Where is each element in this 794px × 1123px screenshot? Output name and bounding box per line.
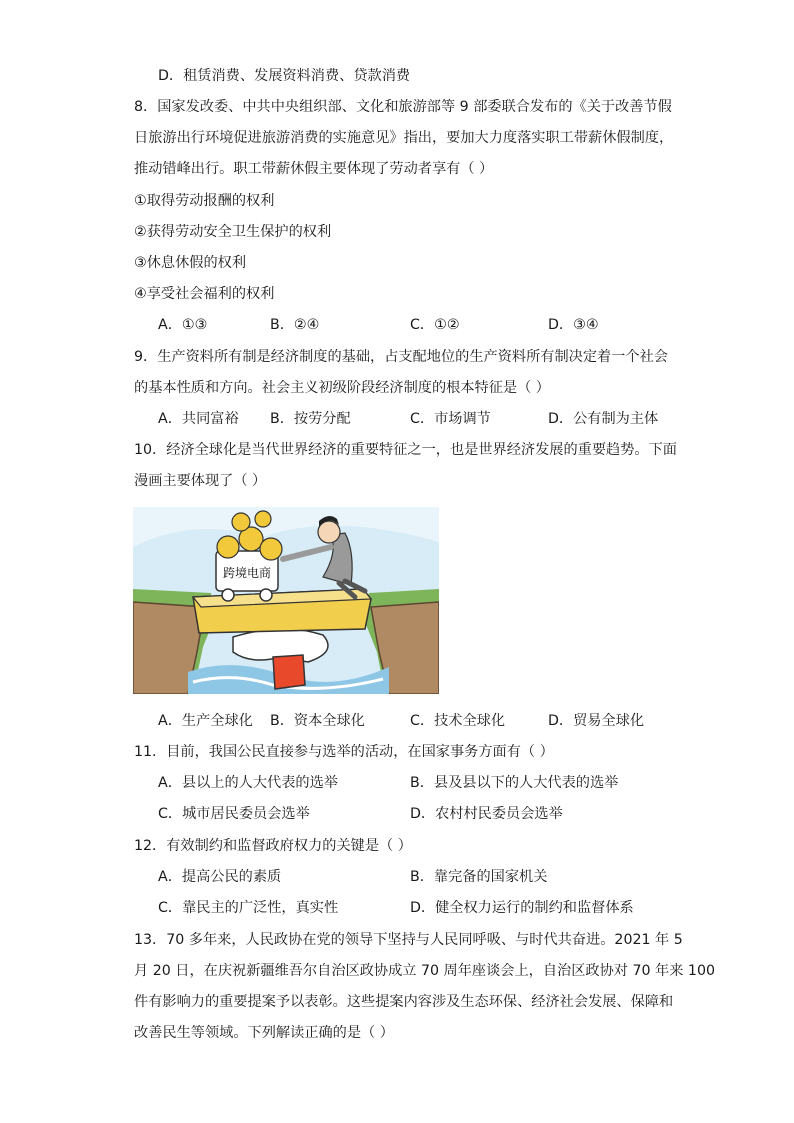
cart-wheel xyxy=(222,589,234,601)
q12-stem: 12．有效制约和监督政府权力的关键是（ ） xyxy=(134,838,412,854)
q11-stem: 11．目前，我国公民直接参与选举的活动，在国家事务方面有（ ） xyxy=(134,744,554,760)
gold-coin-bag xyxy=(232,513,250,531)
q8-stem-line: 日旅游出行环境促进旅游消费的实施意见》指出，要加大力度落实职工带薪休假制度， xyxy=(134,130,674,146)
q11-option-c[interactable]: C．城市居民委员会选举 xyxy=(158,806,310,822)
q8-option-a[interactable]: A．①③ xyxy=(158,317,208,333)
q7-option-d: D．租赁消费、发展资料消费、贷款消费 xyxy=(158,68,411,84)
q8-item: ②获得劳动安全卫生保护的权利 xyxy=(134,224,332,240)
q8-option-b[interactable]: B．②④ xyxy=(270,317,320,333)
q8-option-d[interactable]: D．③④ xyxy=(548,317,599,333)
q12-option-b[interactable]: B．靠完备的国家机关 xyxy=(410,869,548,885)
q12-option-a[interactable]: A．提高公民的素质 xyxy=(158,869,282,885)
gold-coin-bag xyxy=(217,536,239,558)
q13-stem-line: 13．70 多年来，人民政协在党的领导下坚持与人民同呼吸、与时代共奋进。2021 年 5 xyxy=(134,932,683,948)
q8-stem-line: 推动错峰出行。职工带薪休假主要体现了劳动者享有（ ） xyxy=(134,161,494,177)
q10-option-b[interactable]: B．资本全球化 xyxy=(270,713,365,729)
q9-option-d[interactable]: D．公有制为主体 xyxy=(548,411,659,427)
q8-item: ③休息休假的权利 xyxy=(134,255,247,271)
q10-option-c[interactable]: C．技术全球化 xyxy=(410,713,506,729)
cross-border-ecommerce-cartoon xyxy=(133,507,439,694)
q13-stem-line: 改善民生等领域。下列解读正确的是（ ） xyxy=(134,1025,394,1041)
q9-stem-line: 9．生产资料所有制是经济制度的基础，占支配地位的生产资料所有制决定着一个社会 xyxy=(134,349,668,365)
q11-option-b[interactable]: B．县及县以下的人大代表的选举 xyxy=(410,775,619,791)
q13-stem-line: 件有影响力的重要提案予以表彰。这些提案内容涉及生态环保、经济社会发展、保障和 xyxy=(134,994,674,1010)
q9-option-c[interactable]: C．市场调节 xyxy=(410,411,491,427)
q9-option-b[interactable]: B．按劳分配 xyxy=(270,411,351,427)
q10-option-a[interactable]: A．生产全球化 xyxy=(158,713,253,729)
q10-stem-line: 10．经济全球化是当代世界经济的重要特征之一，也是世界经济发展的重要趋势。下面 xyxy=(134,442,677,458)
q10-stem-line: 漫画主要体现了（ ） xyxy=(134,473,267,489)
cart-label: 跨境电商 xyxy=(222,566,272,580)
q11-option-a[interactable]: A．县以上的人大代表的选举 xyxy=(158,775,338,791)
q12-option-d[interactable]: D．健全权力运行的制约和监督体系 xyxy=(410,900,634,916)
q9-option-a[interactable]: A．共同富裕 xyxy=(158,411,239,427)
q8-item: ①取得劳动报酬的权利 xyxy=(134,193,275,209)
red-sleeve xyxy=(273,655,305,689)
gold-coin-bag xyxy=(255,511,271,527)
q9-stem-line: 的基本性质和方向。社会主义初级阶段经济制度的根本特征是（ ） xyxy=(134,380,550,396)
q11-option-d[interactable]: D．农村村民委员会选举 xyxy=(410,806,563,822)
q12-option-c[interactable]: C．靠民主的广泛性，真实性 xyxy=(158,900,339,916)
q8-stem-line: 8．国家发改委、中共中央组织部、文化和旅游部等 9 部委联合发布的《关于改善节假 xyxy=(134,99,672,115)
q13-stem-line: 月 20 日，在庆祝新疆维吾尔自治区政协成立 70 周年座谈会上，自治区政协对 70 年来 100 xyxy=(134,963,715,979)
q8-option-c[interactable]: C．①② xyxy=(410,317,460,333)
q8-item: ④享受社会福利的权利 xyxy=(134,286,275,302)
cart-wheel xyxy=(260,589,272,601)
gold-coin-bag xyxy=(260,538,282,560)
q10-option-d[interactable]: D．贸易全球化 xyxy=(548,713,645,729)
